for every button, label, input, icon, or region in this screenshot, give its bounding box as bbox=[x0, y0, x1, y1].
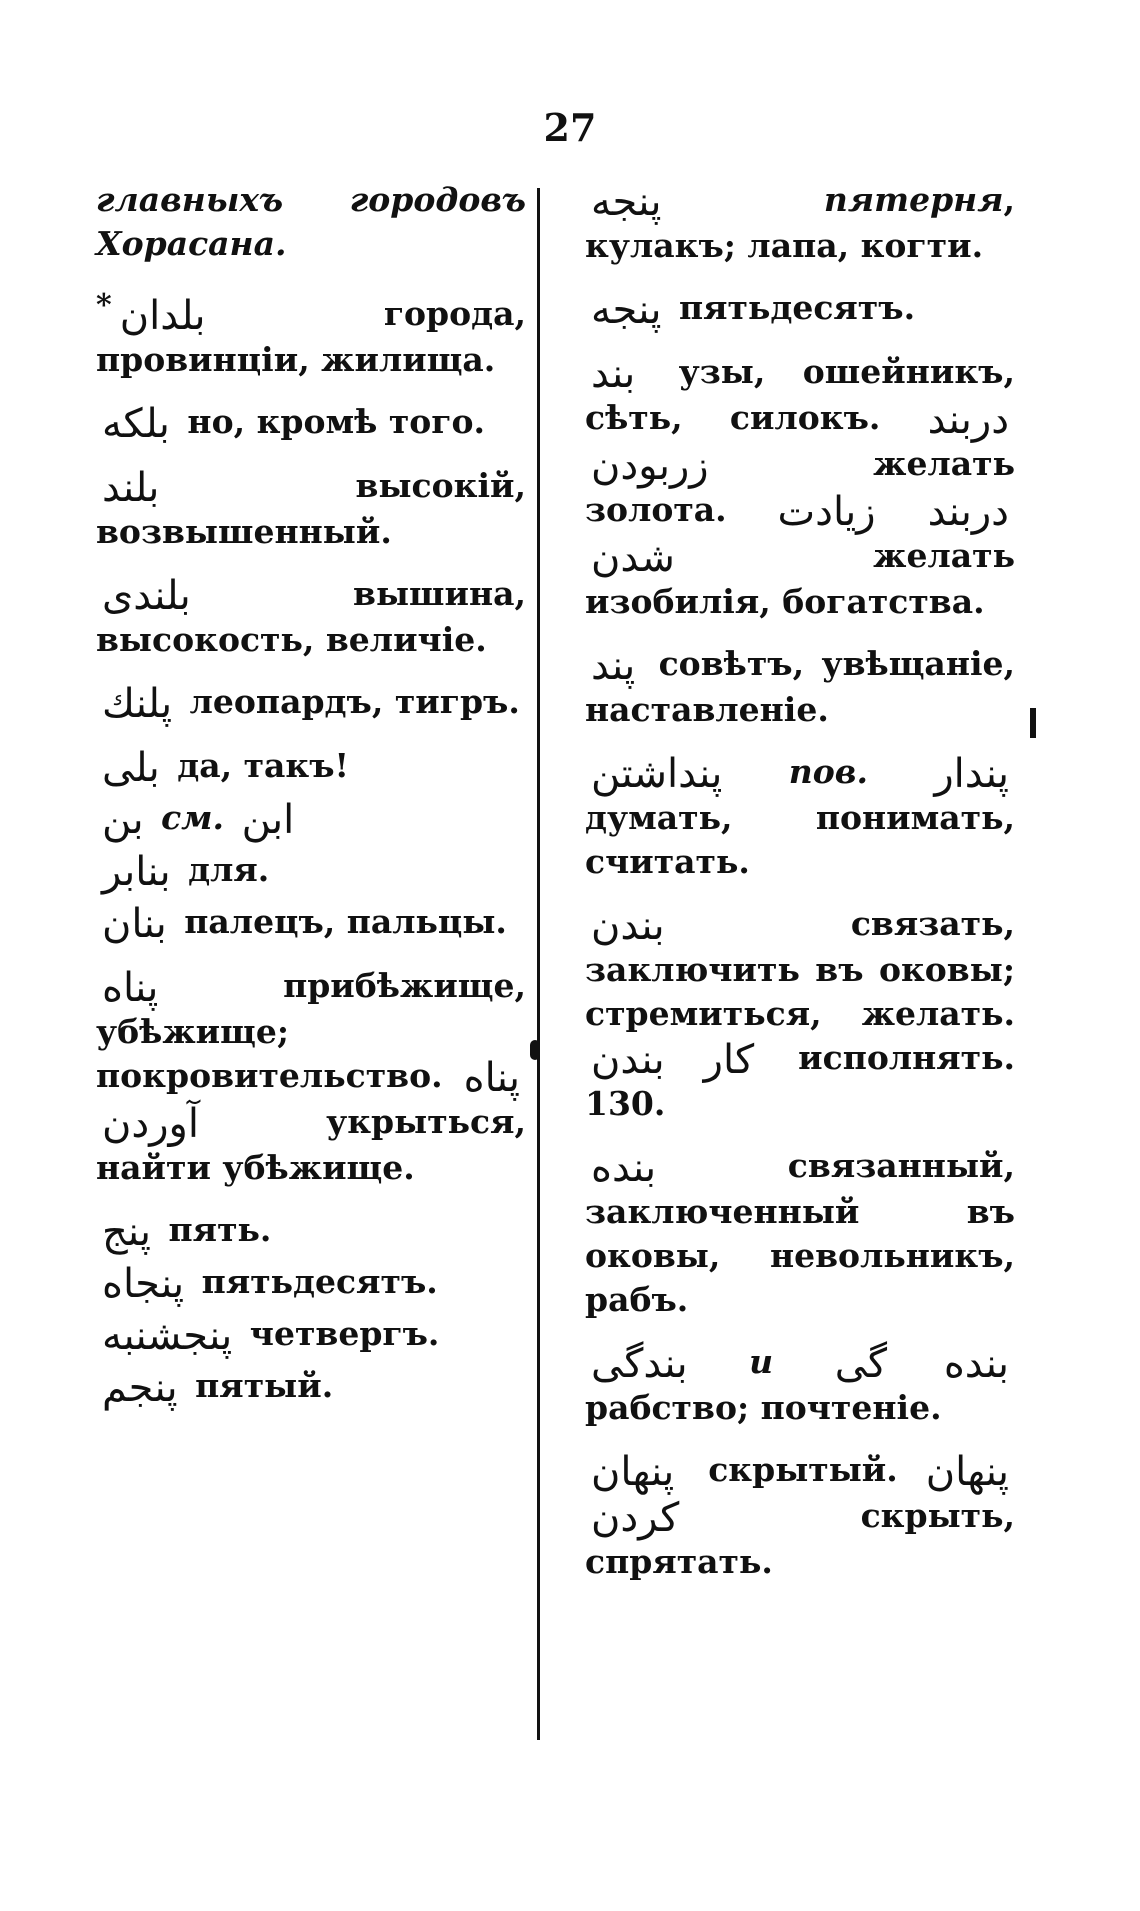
dictionary-entry bbox=[96, 1312, 526, 1358]
entry-text: связанный, заключенный въ оковы, невольникъ, рабъ. bbox=[585, 1146, 1015, 1319]
headword: بنابر bbox=[102, 849, 171, 895]
headword: بلندى bbox=[102, 573, 191, 619]
dictionary-entry bbox=[96, 796, 526, 842]
headword: پنج bbox=[102, 1209, 152, 1255]
headword: پند bbox=[591, 643, 636, 689]
dictionary-entry bbox=[585, 350, 1015, 624]
dictionary-entry bbox=[585, 750, 1015, 884]
dictionary-entry bbox=[96, 464, 526, 554]
right-column bbox=[585, 178, 1015, 1602]
phrase-headword: پناه آوردن bbox=[102, 1055, 520, 1147]
phrase-headword: پندار bbox=[934, 751, 1009, 797]
dictionary-entry bbox=[96, 680, 526, 726]
entry-text: прибѣжище, убѣжище; покровительство. bbox=[96, 966, 526, 1095]
entry-text: но, кромѣ того. bbox=[187, 402, 486, 441]
margin-mark bbox=[530, 1040, 540, 1060]
entry-text: для. bbox=[188, 850, 270, 889]
entry-text: узы, ошейникъ, сѣть, силокъ. bbox=[585, 352, 1015, 437]
page-number: 27 bbox=[543, 105, 597, 150]
entry-text: рабство; почтеніе. bbox=[585, 1388, 942, 1427]
dictionary-entry bbox=[96, 744, 526, 790]
phrase-headword: دربند زيادت شدن bbox=[591, 489, 1009, 581]
dictionary-entry bbox=[585, 1340, 1015, 1430]
headword: بلند bbox=[102, 465, 160, 511]
phrase-headword: كار بندن bbox=[591, 1037, 755, 1083]
entry-text: совѣтъ, увѣщаніе, наставленіе. bbox=[585, 644, 1015, 729]
headword: بند bbox=[591, 351, 636, 397]
cross-reference-word: ابن bbox=[241, 797, 295, 843]
dictionary-entry bbox=[585, 286, 1015, 332]
entry-text: вышина, высокость, величіе. bbox=[96, 574, 526, 659]
entry-text-italic: пов. bbox=[788, 752, 868, 791]
entry-text: желать изобилія, богатства. bbox=[585, 536, 1015, 621]
entry-text: палецъ, пальцы. bbox=[184, 902, 507, 941]
dictionary-entry bbox=[96, 178, 526, 266]
entry-text-italic: пятерня bbox=[823, 180, 1004, 219]
headword: بلى bbox=[102, 745, 160, 791]
phrase-headword: پنهان كردن bbox=[591, 1449, 1009, 1541]
dictionary-entry bbox=[96, 964, 526, 1190]
entry-text: пятьдесятъ. bbox=[678, 288, 916, 327]
margin-mark bbox=[1030, 708, 1036, 738]
entry-text: , кулакъ; лапа, когти. bbox=[585, 180, 1015, 265]
headword: پنداشتن bbox=[591, 751, 723, 797]
entry-text: города, провинціи, жилища. bbox=[96, 294, 526, 379]
entry-text: скрыть, спрятать. bbox=[585, 1496, 1015, 1581]
dictionary-entry bbox=[96, 900, 526, 946]
phrase-headword: بنده گى bbox=[834, 1341, 1009, 1387]
dictionary-entry bbox=[96, 284, 526, 382]
headword: پنجشنبه bbox=[102, 1313, 233, 1359]
dictionary-entry bbox=[585, 902, 1015, 1126]
headword: بندگى bbox=[591, 1341, 688, 1387]
entry-text: пятьдесятъ. bbox=[201, 1262, 438, 1301]
entry-text: да, такъ! bbox=[177, 746, 350, 785]
column-divider bbox=[537, 188, 540, 1740]
entry-text-italic: и bbox=[749, 1342, 774, 1381]
headword: بلكه bbox=[102, 401, 170, 447]
dictionary-entry bbox=[96, 572, 526, 662]
dictionary-entry bbox=[585, 642, 1015, 732]
entry-text: желать золота. bbox=[585, 444, 1015, 529]
headword: بنان bbox=[102, 901, 167, 947]
entry-text: пятый. bbox=[195, 1366, 334, 1405]
headword: بنده bbox=[591, 1145, 657, 1191]
headword: پنجاه bbox=[102, 1261, 185, 1307]
headword: پناه bbox=[102, 965, 159, 1011]
headword: پنجه bbox=[591, 287, 662, 333]
entry-text: главныхъ городовъ Хорасана. bbox=[96, 180, 526, 263]
entry-text: связать, заключить въ оковы; стремиться, желать. bbox=[585, 904, 1015, 1033]
entry-text: скрытый. bbox=[708, 1450, 898, 1489]
dictionary-entry bbox=[96, 848, 526, 894]
left-column bbox=[96, 178, 526, 1416]
dictionary-entry bbox=[585, 1448, 1015, 1584]
entry-text: исполнять. 130. bbox=[585, 1038, 1015, 1123]
entry-text: леопардъ, тигръ. bbox=[189, 682, 520, 721]
asterisk-mark: * bbox=[96, 288, 112, 323]
dictionary-entry bbox=[585, 1144, 1015, 1322]
dictionary-entry bbox=[96, 1364, 526, 1410]
entry-text: укрыться, найти убѣжище. bbox=[96, 1102, 526, 1187]
headword: بندن bbox=[591, 903, 665, 949]
entry-text: четвергъ. bbox=[249, 1314, 440, 1353]
entry-text: высокій, возвышенный. bbox=[96, 466, 526, 551]
cross-reference-abbr: см. bbox=[161, 798, 225, 837]
headword: پلنك bbox=[102, 681, 173, 727]
entry-text: пять. bbox=[168, 1210, 272, 1249]
dictionary-entry bbox=[96, 400, 526, 446]
dictionary-entry bbox=[96, 1260, 526, 1306]
headword: بلدان bbox=[119, 293, 206, 339]
entry-text: думать, понимать, считать. bbox=[585, 798, 1015, 881]
headword: پنجم bbox=[102, 1365, 178, 1411]
headword: پنهان bbox=[591, 1449, 675, 1495]
headword: بن bbox=[102, 797, 144, 843]
dictionary-entry bbox=[585, 178, 1015, 268]
dictionary-entry bbox=[96, 1208, 526, 1254]
phrase-headword: دربند زربودن bbox=[591, 397, 1009, 489]
headword: پنجه bbox=[591, 179, 662, 225]
